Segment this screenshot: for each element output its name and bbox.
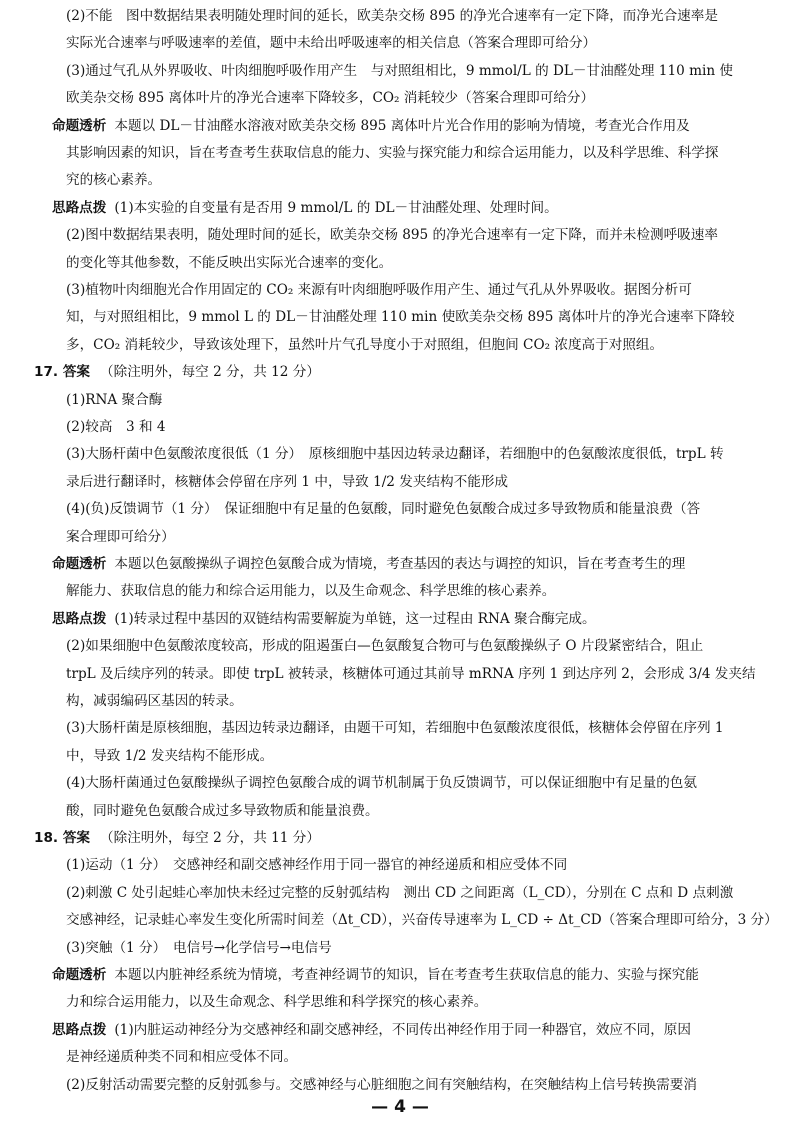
text-line bbox=[66, 304, 780, 331]
text-line bbox=[66, 250, 780, 277]
line-text: (3)通过气孔从外界吸收、叶肉细胞呼吸作用产生 与对照组相比，9 mmol/L 的 DL－甘油醛处理 110 min 使 bbox=[66, 62, 733, 79]
line-text: 是神经递质种类不同和相应受体不同。 bbox=[66, 1049, 298, 1066]
line-text: 解能力、获取信息的能力和综合运用能力，以及生命观念、科学思维的核心素养。 bbox=[66, 583, 556, 600]
line-text: (1)本实验的自变量有是否用 9 mmol/L 的 DL－甘油醛处理、处理时间。 bbox=[114, 199, 558, 216]
line-text: 录后进行翻译时，核糖体会停留在序列 1 中，导致 1/2 发夹结构不能形成 bbox=[66, 473, 509, 490]
line-text: 实际光合速率与呼吸速率的差值，题中未给出呼吸速率的相关信息（答案合理即可给分） bbox=[66, 35, 597, 52]
line-text: (2)刺激 C 处引起蛙心率加快未经过完整的反射弧结构 测出 CD 之间距离（L_CD），分别在 C 点和 D 点刺激 bbox=[66, 884, 734, 901]
line-text: 案合理即可给分） bbox=[66, 528, 175, 545]
line-text: 的变化等其他参数，不能反映出实际光合速率的变化。 bbox=[66, 254, 393, 271]
text-line bbox=[66, 661, 780, 688]
text-line bbox=[66, 3, 780, 30]
text-line bbox=[66, 1044, 780, 1071]
text-line bbox=[66, 688, 780, 715]
text-line bbox=[66, 58, 780, 85]
line-text: (3)突触（1 分） 电信号→化学信号→电信号 bbox=[66, 939, 332, 956]
section-label: 17. 答案 bbox=[34, 364, 91, 381]
text-line bbox=[66, 85, 780, 112]
text-line bbox=[66, 578, 780, 605]
section-heading bbox=[52, 606, 780, 633]
text-line bbox=[66, 524, 780, 551]
section-heading bbox=[52, 1017, 780, 1044]
line-text: （除注明外，每空 2 分，共 12 分） bbox=[100, 364, 320, 381]
text-line bbox=[66, 770, 780, 797]
line-text: 其影响因素的知识，旨在考查考生获取信息的能力、实验与探究能力和综合运用能力，以及科学思维、科学探 bbox=[66, 145, 719, 161]
line-text: (3)大肠杆菌中色氨酸浓度很低（1 分） 原核细胞中基因边转录边翻译，若细胞中的色氨酸浓度很低，trpL 转 bbox=[66, 446, 724, 463]
text-line bbox=[66, 852, 780, 879]
section-heading bbox=[52, 551, 780, 578]
line-text: （除注明外，每空 2 分，共 11 分） bbox=[100, 830, 320, 846]
text-line bbox=[66, 989, 780, 1016]
line-text: (4)(负)反馈调节（1 分） 保证细胞中有足量的色氨酸，同时避免色氨酸合成过多导致物质和能量浪费（答 bbox=[66, 501, 701, 518]
text-line bbox=[66, 907, 780, 934]
section-label: 18. 答案 bbox=[34, 830, 91, 846]
text-line bbox=[66, 1072, 780, 1099]
line-text: (4)大肠杆菌通过色氨酸操纵子调控色氨酸合成的调节机制属于负反馈调节，可以保证细胞中有足量的色氨 bbox=[66, 775, 697, 792]
line-text: (2)反射活动需要完整的反射弧参与。交感神经与心脏细胞之间有突触结构，在突触结构上信号转换需要消 bbox=[66, 1076, 697, 1093]
text-line bbox=[66, 798, 780, 825]
text-line bbox=[66, 222, 780, 249]
line-text: 力和综合运用能力，以及生命观念、科学思维和科学探究的核心素养。 bbox=[66, 994, 488, 1011]
text-line bbox=[66, 414, 780, 441]
line-text: 酸，同时避免色氨酸合成过多导致物质和能量浪费。 bbox=[66, 802, 379, 819]
section-label: 命题透析 bbox=[52, 117, 107, 134]
section-label: 思路点拨 bbox=[52, 1021, 107, 1038]
line-text: 中，导致 1/2 发夹结构不能形成。 bbox=[66, 747, 274, 764]
text-line bbox=[66, 277, 780, 304]
line-text: (2)较高 3 和 4 bbox=[66, 419, 166, 435]
section-heading bbox=[52, 195, 780, 222]
line-text: 本题以内脏神经系统为情境，考查神经调节的知识，旨在考查考生获取信息的能力、实验与探究能 bbox=[114, 967, 699, 983]
text-line bbox=[66, 332, 780, 359]
line-text: (2)图中数据结果表明，随处理时间的延长，欧美杂交杨 895 的净光合速率有一定下降，而并未检测呼吸速率 bbox=[66, 227, 718, 244]
text-line bbox=[66, 469, 780, 496]
section-heading bbox=[52, 113, 780, 140]
text-line bbox=[66, 715, 780, 742]
text-line bbox=[66, 30, 780, 57]
line-text: (2)不能 图中数据结果表明随处理时间的延长，欧美杂交杨 895 的净光合速率有一定下降，而净光合速率是 bbox=[66, 8, 718, 24]
line-text: 本题以 DL－甘油醛水溶液对欧美杂交杨 895 离体叶片光合作用的影响为情境，考查光合作用及 bbox=[114, 117, 690, 134]
line-text: trpL 及后续序列的转录。即使 trpL 被转录，核糖体可通过其前导 mRNA 序列 1 到达序列 2，会形成 3/4 发夹结 bbox=[66, 665, 756, 682]
line-text: 多，CO₂ 消耗较少，导致该处理下，虽然叶片气孔导度小于对照组，但胞间 CO₂ 浓度高于对照组。 bbox=[66, 336, 664, 353]
line-text: (3)植物叶肉细胞光合作用固定的 CO₂ 来源有叶肉细胞呼吸作用产生、通过气孔从外界吸收。据图分析可 bbox=[66, 282, 692, 298]
text-line bbox=[66, 935, 780, 962]
line-text: (1)内脏运动神经分为交感神经和副交感神经，不同传出神经作用于同一种器官，效应不同，原因 bbox=[114, 1021, 691, 1038]
text-line bbox=[66, 387, 780, 414]
line-text: (2)如果细胞中色氨酸浓度较高，形成的阻遏蛋白—色氨酸复合物可与色氨酸操纵子 O 片段紧密结合，阻止 bbox=[66, 638, 704, 655]
section-heading bbox=[52, 962, 780, 989]
text-line bbox=[66, 167, 780, 194]
section-label: 思路点拨 bbox=[52, 610, 107, 627]
line-text: 知，与对照组相比，9 mmol L 的 DL－甘油醛处理 110 min 使欧美杂交杨 895 离体叶片的净光合速率下降较 bbox=[66, 309, 735, 326]
line-text: (1)RNA 聚合酶 bbox=[66, 391, 163, 408]
page-number: — 4 — bbox=[371, 1097, 429, 1117]
line-text: 交感神经，记录蛙心率发生变化所需时间差（Δt_CD），兴奋传导速率为 L_CD ÷ Δt_CD（答案合理即可给分，3 分） bbox=[66, 912, 778, 929]
line-text: 本题以色氨酸操纵子调控色氨酸合成为情境，考查基因的表达与调控的知识，旨在考查考生的理 bbox=[114, 556, 686, 572]
text-line bbox=[66, 880, 780, 907]
line-text: 构，减弱编码区基因的转录。 bbox=[66, 693, 243, 709]
question-heading bbox=[34, 825, 748, 852]
line-text: 究的核心素养。 bbox=[66, 172, 162, 189]
text-line bbox=[66, 743, 780, 770]
section-label: 命题透析 bbox=[52, 556, 107, 572]
text-line bbox=[66, 441, 780, 468]
question-heading bbox=[34, 359, 748, 386]
section-label: 命题透析 bbox=[52, 967, 107, 983]
text-line bbox=[66, 496, 780, 523]
line-text: (1)转录过程中基因的双链结构需要解旋为单链，这一过程由 RNA 聚合酶完成。 bbox=[114, 610, 596, 627]
section-label: 思路点拨 bbox=[52, 199, 107, 216]
line-text: (3)大肠杆菌是原核细胞，基因边转录边翻译，由题干可知，若细胞中色氨酸浓度很低，核糖体会停留在序列 1 bbox=[66, 720, 724, 737]
text-line bbox=[66, 633, 780, 660]
line-text: (1)运动（1 分） 交感神经和副交感神经作用于同一器官的神经递质和相应受体不同 bbox=[66, 857, 568, 874]
line-text: 欧美杂交杨 895 离体叶片的净光合速率下降较多，CO₂ 消耗较少（答案合理即可给分） bbox=[66, 90, 595, 107]
text-line bbox=[66, 140, 780, 167]
